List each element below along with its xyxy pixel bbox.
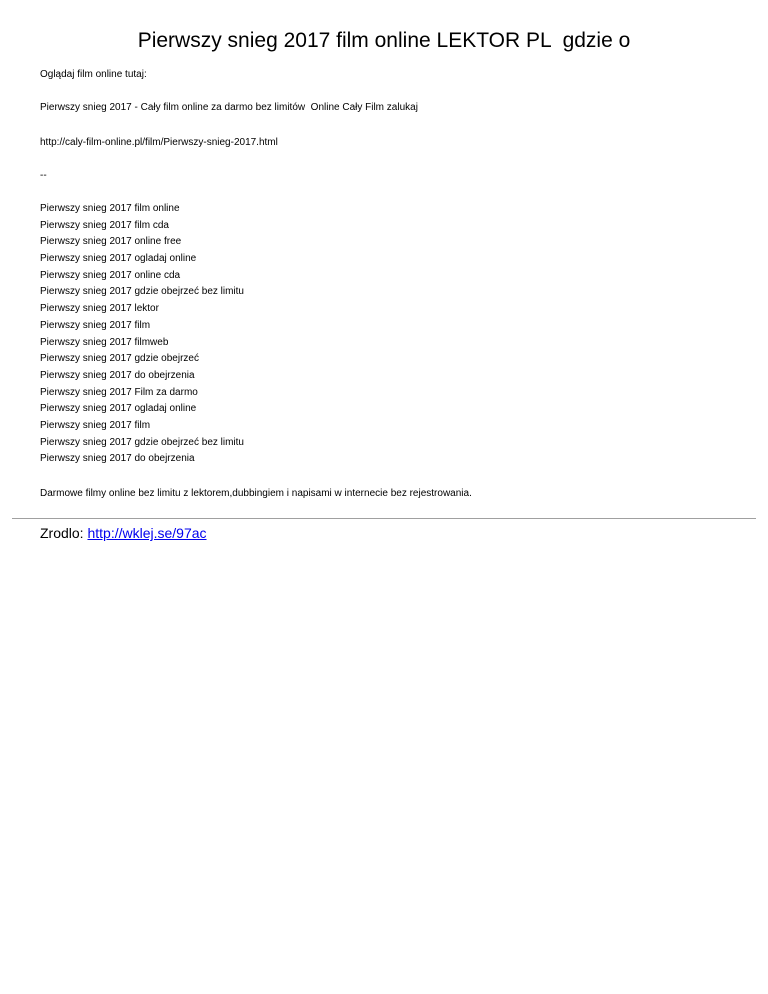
headline-text: Pierwszy snieg 2017 - Cały film online za darmo bez limitów Online Cały Film zalukaj — [40, 102, 418, 113]
keyword-item: Pierwszy snieg 2017 online cda — [40, 269, 181, 281]
page-title: Pierwszy snieg 2017 film online LEKTOR PL gdzie o — [137, 29, 631, 52]
source-line — [40, 524, 207, 542]
divider — [12, 518, 756, 519]
intro-text: Oglądaj film online tutaj: — [40, 69, 147, 80]
keyword-item: Pierwszy snieg 2017 gdzie obejrzeć — [40, 353, 199, 365]
film-url-text: http://caly-film-online.pl/film/Pierwszy-snieg-2017.html — [40, 137, 278, 148]
keyword-item: Pierwszy snieg 2017 filmweb — [40, 336, 169, 348]
source-label: Zrodlo: — [40, 525, 88, 541]
keyword-item: Pierwszy snieg 2017 film cda — [40, 219, 169, 231]
keyword-item: Pierwszy snieg 2017 gdzie obejrzeć bez limitu — [40, 436, 244, 448]
keyword-list — [40, 202, 244, 469]
keyword-item: Pierwszy snieg 2017 film — [40, 319, 151, 331]
keyword-item: Pierwszy snieg 2017 online free — [40, 236, 182, 248]
keyword-item: Pierwszy snieg 2017 do obejrzenia — [40, 453, 195, 465]
keyword-item: Pierwszy snieg 2017 film online — [40, 203, 180, 214]
separator-text: -- — [40, 170, 47, 181]
keyword-item: Pierwszy snieg 2017 ogladaj online — [40, 403, 197, 415]
footer-text: Darmowe filmy online bez limitu z lektorem,dubbingiem i napisami w internecie bez rejestrowania. — [40, 488, 472, 499]
keyword-item: Pierwszy snieg 2017 do obejrzenia — [40, 369, 195, 381]
keyword-item: Pierwszy snieg 2017 gdzie obejrzeć bez limitu — [40, 286, 244, 298]
source-link[interactable]: http://wklej.se/97ac — [87, 525, 207, 541]
keyword-item: Pierwszy snieg 2017 ogladaj online — [40, 253, 197, 265]
keyword-item: Pierwszy snieg 2017 film — [40, 419, 151, 431]
keyword-item: Pierwszy snieg 2017 lektor — [40, 303, 159, 315]
keyword-item: Pierwszy snieg 2017 Film za darmo — [40, 386, 198, 398]
